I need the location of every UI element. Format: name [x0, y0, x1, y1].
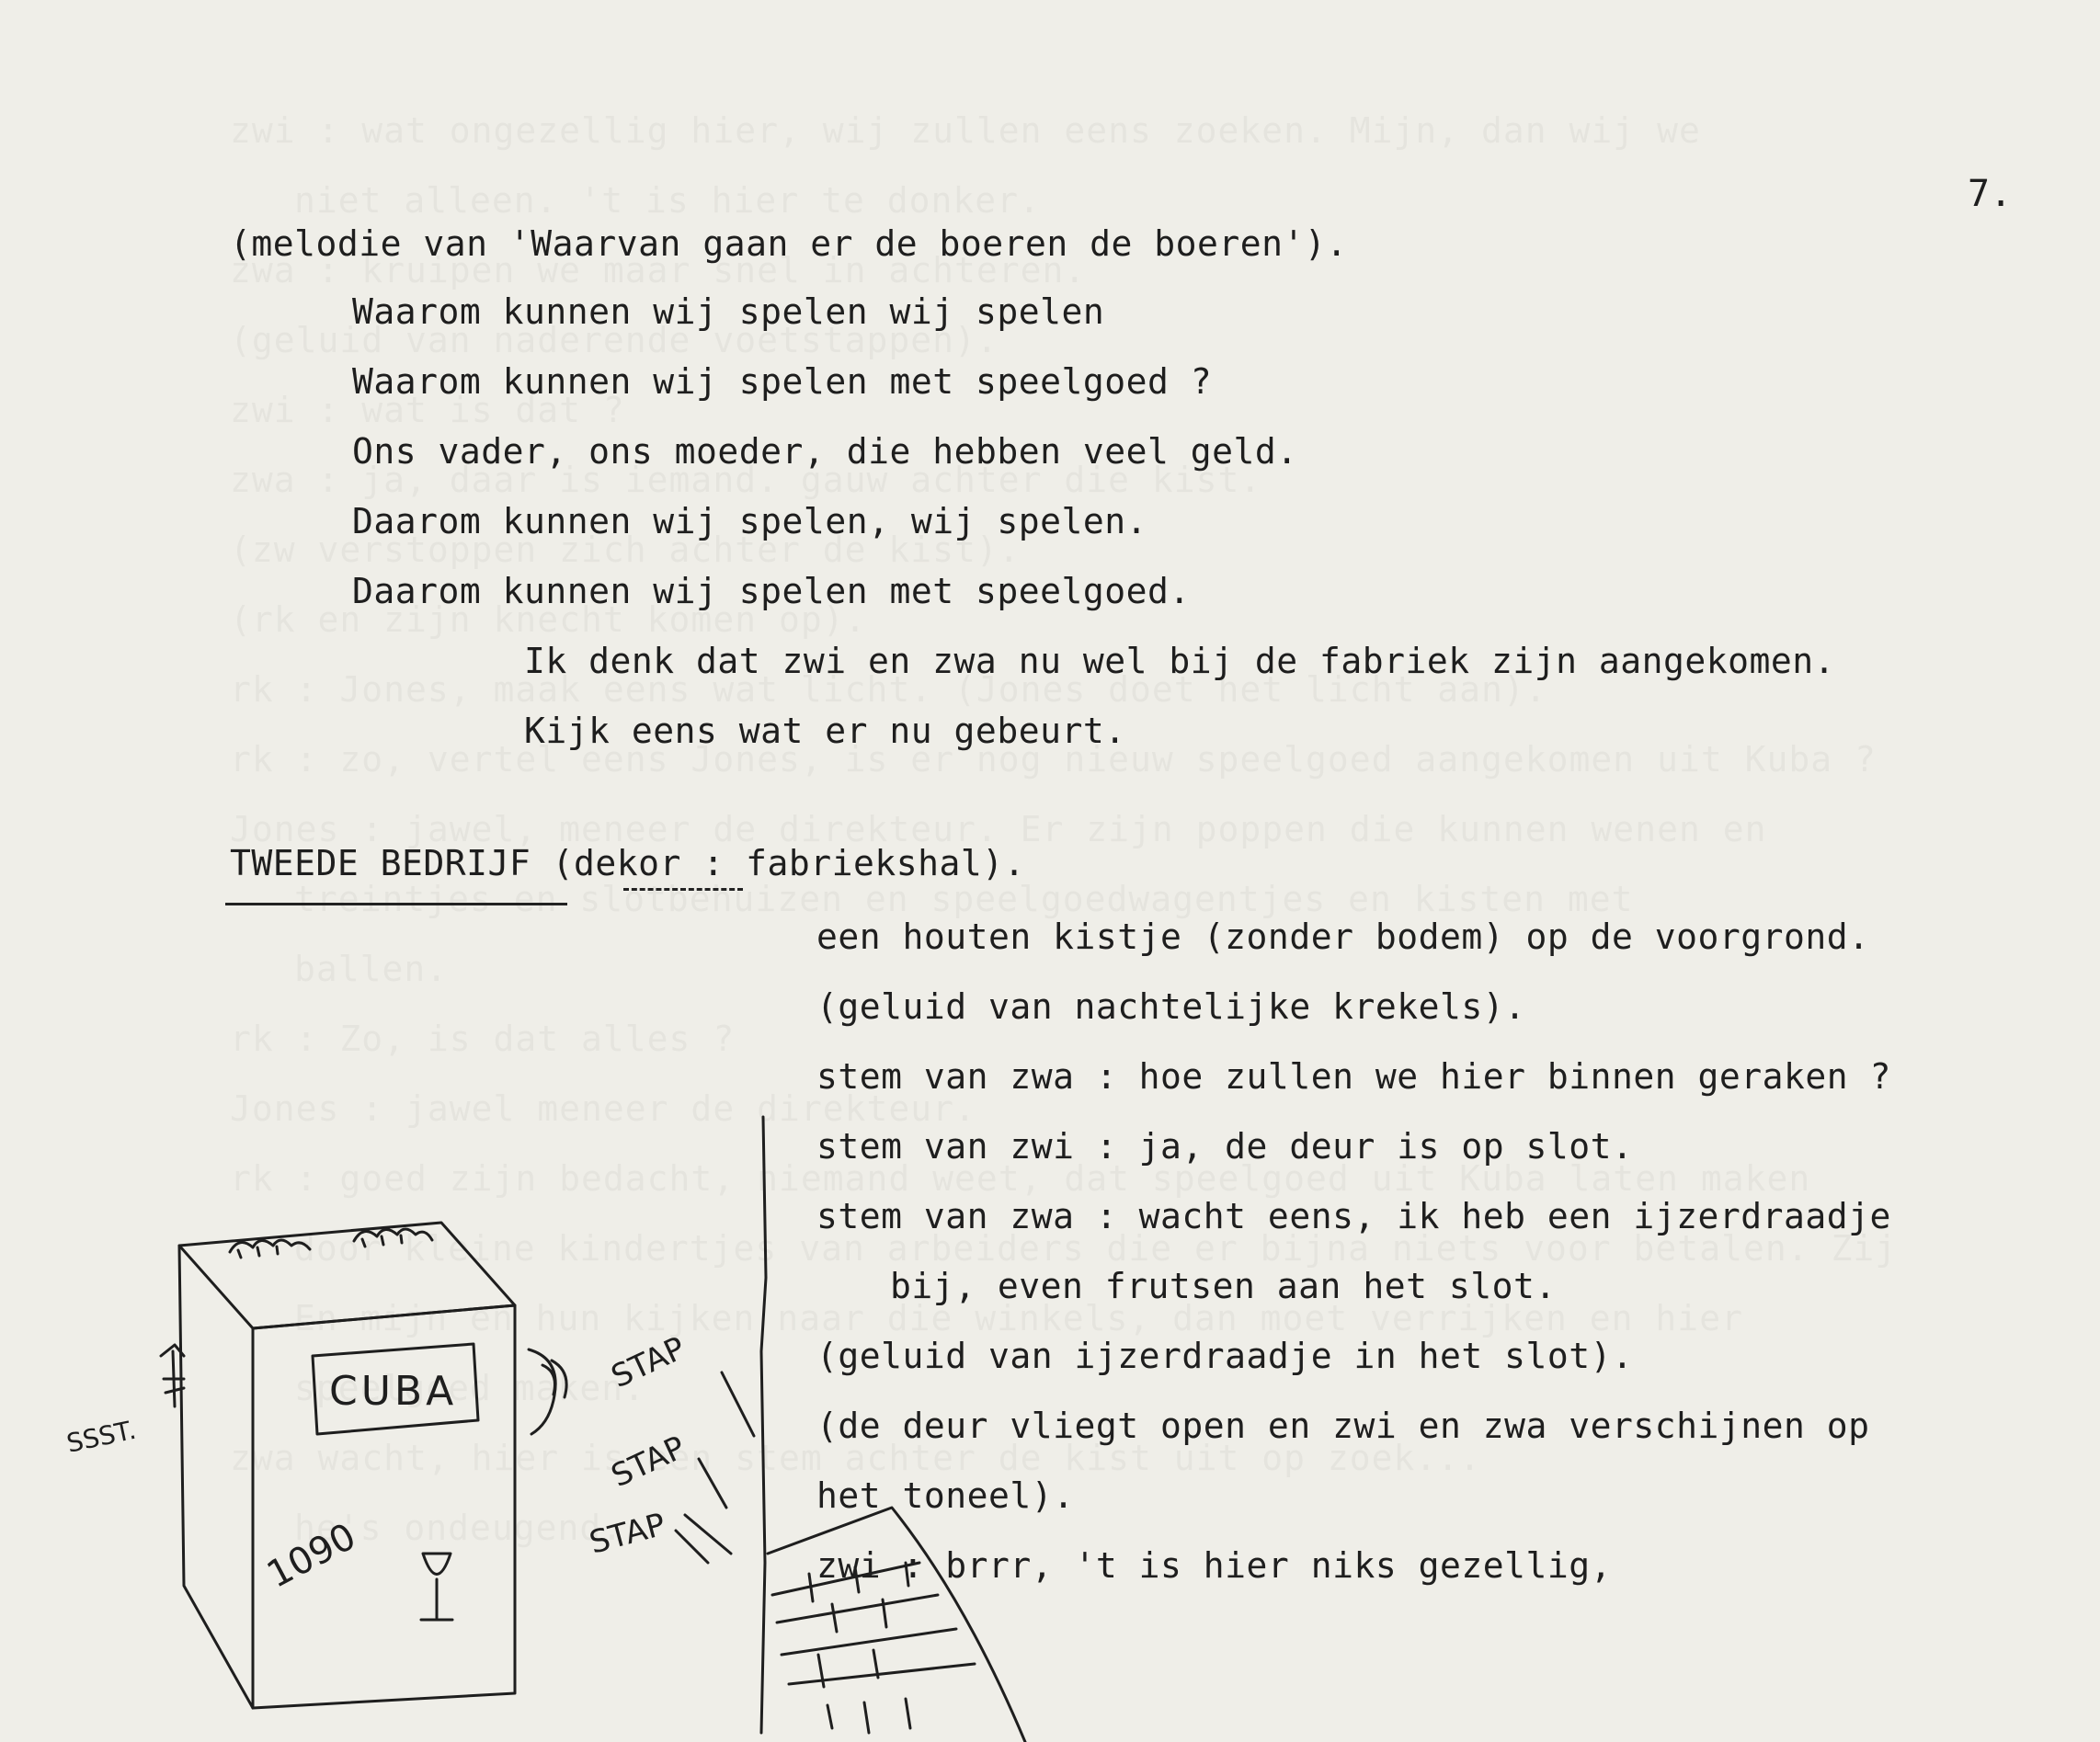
open-door-icon [768, 1508, 1025, 1742]
song-line: Waarom kunnen wij spelen met speelgoed ? [352, 361, 1213, 402]
act-heading: TWEEDE BEDRIJF (dekor : fabriekshal). [230, 843, 1025, 883]
box-number: 1090 [260, 1515, 363, 1597]
cuba-label: CUBA [329, 1368, 458, 1415]
step-sound: STAP [605, 1429, 691, 1496]
stage-direction: (geluid van nachtelijke krekels). [816, 986, 1526, 1027]
step-dash [699, 1459, 726, 1508]
hand-right-icon [354, 1229, 432, 1247]
narration-line: Ik denk dat zwi en zwa nu wel bij de fabriek zijn aangekomen. [524, 641, 1836, 681]
page-number: 7. [1968, 173, 2013, 215]
narration-line: Kijk eens wat er nu gebeurt. [524, 711, 1126, 751]
stage-direction: een houten kistje (zonder bodem) op de voorgrond. [816, 917, 1870, 957]
dialogue-line: zwi : brrr, 't is hier niks gezellig, [816, 1545, 1612, 1586]
hand-left-icon [230, 1240, 310, 1258]
door-frame-line [761, 1117, 766, 1733]
stage-direction: (de deur vliegt open en zwi en zwa verschijnen op [816, 1406, 1870, 1446]
dialogue-line: stem van zwa : wacht eens, ik heb een ijzerdraadje [816, 1196, 1891, 1236]
step-sound: STAP [585, 1506, 669, 1562]
step-sound: STAP [605, 1329, 691, 1396]
dialogue-line: bij, even frutsen aan het slot. [890, 1266, 1557, 1306]
stage-direction: het toneel). [816, 1475, 1075, 1516]
box-top-face [179, 1223, 515, 1328]
song-line: Waarom kunnen wij spelen wij spelen [352, 291, 1105, 332]
wine-glass-icon [421, 1554, 452, 1620]
step-dash [722, 1372, 754, 1436]
stage-direction: (geluid van ijzerdraadje in het slot). [816, 1336, 1634, 1376]
step-dash [676, 1531, 708, 1563]
song-line: Daarom kunnen wij spelen, wij spelen. [352, 501, 1147, 541]
melody-line: (melodie van 'Waarvan gaan er de boeren de boeren'). [230, 223, 1348, 264]
door-bricks [772, 1563, 975, 1733]
ear-hand-icon [529, 1349, 566, 1434]
dialogue-line: stem van zwa : hoe zullen we hier binnen geraken ? [816, 1056, 1891, 1097]
song-line: Ons vader, ons moeder, die hebben veel geld. [352, 431, 1298, 472]
dialogue-line: stem van zwi : ja, de deur is op slot. [816, 1126, 1634, 1167]
sssst-sound: SSST. [63, 1414, 139, 1459]
song-line: Daarom kunnen wij spelen met speelgoed. [352, 571, 1191, 611]
